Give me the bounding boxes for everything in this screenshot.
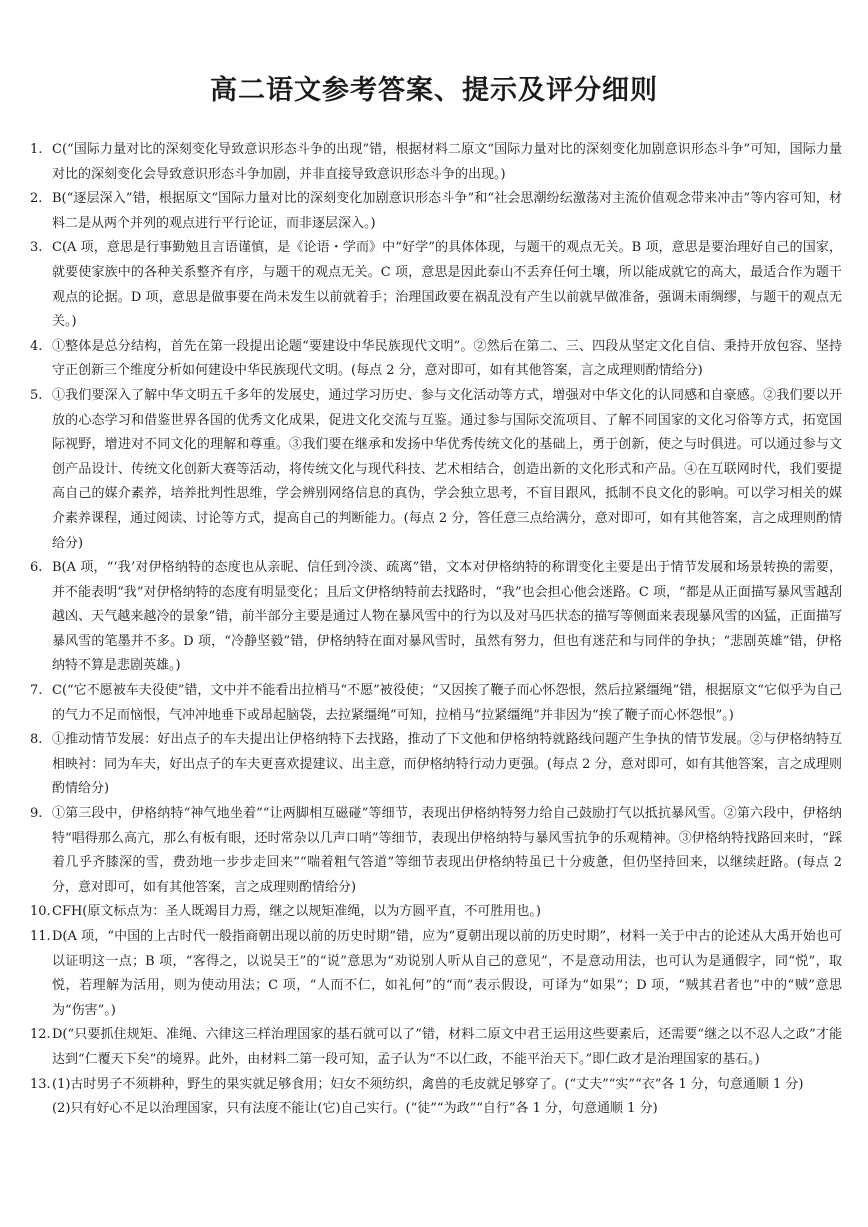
item-number: 2. [30,191,43,207]
item-number: 11. [30,929,51,944]
page-title: 高二语文参考答案、提示及评分细则 [210,75,658,106]
answer-item-9 [30,802,842,900]
answer-item-8 [30,728,842,802]
answer-item-4 [30,335,842,384]
item-text: B(A 项，“‘我’对伊格纳特的态度也从亲昵、信任到冷淡、疏离”错，文本对伊格纳特的称谓变化主要是出于情节发展和场景转换的需要，并不能表明“我”对伊格纳特的态度有明显变化；且后文伊格纳特前去找路时，“我”也会担心他会迷路。C 项，“都是从正面描写暴风雪越刮越凶、天气越来越冷的景象”错，前半部分主要是通过人物在暴风雪中的行为以及对马匹状态的描写等侧面来表现暴风雪的凶猛，正面描写暴风雪的笔墨并不多。D 项，“冷静坚毅”错，伊格纳特在面对暴风雪时，虽然有努力，但也有迷茫和与同伴的争执；“悲剧英雄”错，伊格纳特不算是悲剧英雄。) [52,560,842,674]
item-number: 3. [30,240,43,256]
answer-list [30,138,842,1122]
item-number: 13. [30,1076,51,1092]
item-number: 10. [30,904,51,920]
item-number: 12. [30,1027,51,1043]
item-number: 6. [30,560,43,576]
item-text: C(“它不愿被车夫役使”错，文中并不能看出拉梢马“不愿”被役使；“又因挨了鞭子而心怀怨恨，然后拉紧缰绳”错，根据原文“它似乎为自己的气力不足而恼恨，气冲冲地垂下或昂起脑袋，去拉紧缰绳”可知，拉梢马“拉紧缰绳”并非因为“挨了鞭子而心怀怨恨”。) [52,683,842,723]
item-text: C(“国际力量对比的深刻变化导致意识形态斗争的出现”错，根据材料二原文“国际力量对比的深刻变化加剧意识形态斗争”可知，国际力量对比的深刻变化会导致意识形态斗争加剧，并非直接导致意识形态斗争的出现。) [52,142,842,182]
item-text: ①整体是总分结构，首先在第一段提出论题“要建设中华民族现代文明”。②然后在第二、三、四段从坚定文化自信、秉持开放包容、坚持守正创新三个维度分析如何建设中华民族现代文明。(每点 2 分，意对即可，如有其他答案，言之成理则酌情给分) [52,338,842,379]
item-text: D(“只要抓住规矩、准绳、六律这三样治理国家的基石就可以了”错，材料二原文中君王运用这些要素后，还需要“继之以不忍人之政”才能达到“仁覆天下矣”的境界。此外，由材料二第一段可知，孟子认为“不以仁政，不能平治天下。”即仁政才是治理国家的基石。) [52,1027,842,1067]
item-number: 7. [30,683,43,699]
answer-item-1 [30,138,842,187]
item-text: B(“逐层深入”错，根据原文“国际力量对比的深刻变化加剧意识形态斗争”和“社会思潮纷纭激荡对主流价值观念带来冲击”等内容可知，材料二是从两个并列的观点进行平行论证，而非逐层深入。) [52,191,842,231]
answer-item-6 [30,556,842,679]
item-number: 1. [30,142,43,157]
item-text: ①第三段中，伊格纳特“神气地坐着”“让两脚相互磁碰”等细节，表现出伊格纳特努力给自己鼓励打气以抵抗暴风雪。②第六段中，伊格纳特“唱得那么高亢，那么有板有眼，还时常杂以几声口哨”等细节，表现出伊格纳特与暴风雪抗争的乐观精神。③伊格纳特找路回来时，“踩着几乎齐膝深的雪，费劲地一步步走回来”“喘着粗气答道”等细节表现出伊格纳特虽已十分疲惫，但仍坚持回来，以继续赶路。(每点 2 分，意对即可，如有其他答案，言之成理则酌情给分) [52,806,842,895]
sub-answer-1: (1)古时男子不须耕种，野生的果实就足够食用；妇女不须纺织，禽兽的毛皮就足够穿了。(“丈夫”“实”“衣”各 1 分，句意通顺 1 分) [52,1076,804,1092]
answer-item-3 [30,236,842,334]
item-text: C(A 项，意思是行事勤勉且言语谨慎，是《论语・学而》中“好学”的具体体现，与题干的观点无关。B 项，意思是要治理好自己的国家，就要使家族中的各种关系整齐有序，与题干的观点无关。C 项，意思是因此泰山不丢弃任何土壤，所以能成就它的高大，最适合作为题干观点的论据。D 项，意思是做事要在尚未发生以前就着手；治理国政要在祸乱没有产生以前就早做准备，强调未雨绸缪，与题干的观点无关。) [52,240,842,330]
item-number: 8. [30,732,43,748]
item-text: CFH(原文标点为：圣人既竭目力焉，继之以规矩准绳，以为方圆平直，不可胜用也。) [52,904,541,920]
answer-item-10 [30,900,842,925]
item-text: ①推动情节发展：好出点子的车夫提出让伊格纳特下去找路，推动了下文他和伊格纳特就路线问题产生争执的情节发展。②与伊格纳特互相映衬：同为车夫，好出点子的车夫更喜欢提建议、出主意，而伊格纳特行动力更强。(每点 2 分，意对即可，如有其他答案，言之成理则酌情给分) [52,732,842,797]
answer-item-12 [30,1023,842,1072]
item-number: 4. [30,338,43,354]
item-text: ①我们要深入了解中华文明五千多年的发展史，通过学习历史、参与文化活动等方式，增强对中华文化的认同感和自豪感。②我们要以开放的心态学习和借鉴世界各国的优秀文化成果，促进文化交流与互鉴。通过参与国际交流项目、了解不同国家的文化习俗等方式，拓宽国际视野，增进对不同文化的理解和尊重。③我们要在继承和发扬中华优秀传统文化的基础上，勇于创新，使之与时俱进。可以通过参与文创产品设计、传统文化创新大赛等活动，将传统文化与现代科技、艺术相结合，创造出新的文化形式和产品。④在互联网时代，我们要提高自己的媒介素养，培养批判性思维，学会辨别网络信息的真伪，学会独立思考，不盲目跟风，抵制不良文化的影响。可以学习相关的媒介素养课程，通过阅读、讨论等方式，提高自己的判断能力。(每点 2 分，答任意三点给满分，意对即可，如有其他答案，言之成理则酌情给分) [52,387,842,551]
item-text [52,1073,842,1122]
item-number: 9. [30,806,43,822]
item-number: 5. [30,387,43,403]
answer-item-11 [30,925,842,1023]
answer-item-13 [30,1073,842,1122]
answer-item-2 [30,187,842,236]
item-text: D(A 项，“中国的上古时代一般指商朝出现以前的历史时期”错，应为“夏朝出现以前的历史时期”，材料一关于中古的论述从大禹开始也可以证明这一点；B 项，“客得之，以说吴王”的“说”意思为“劝说别人听从自己的意见”，不是意动用法，也可认为是通假字，同“悦”，取悦，若理解为活用，则为使动用法；C 项，“人而不仁，如礼何”的“而”表示假设，可译为“如果”；D 项，“贼其君者也”中的“贼”意思为“伤害”。) [52,929,842,1018]
sub-answer-2: (2)只有好心不足以治理国家，只有法度不能让(它)自己实行。(“徒”“为政”“自行”各 1 分，句意通顺 1 分) [52,1101,658,1117]
answer-item-7 [30,679,842,728]
answer-item-5 [30,384,842,556]
